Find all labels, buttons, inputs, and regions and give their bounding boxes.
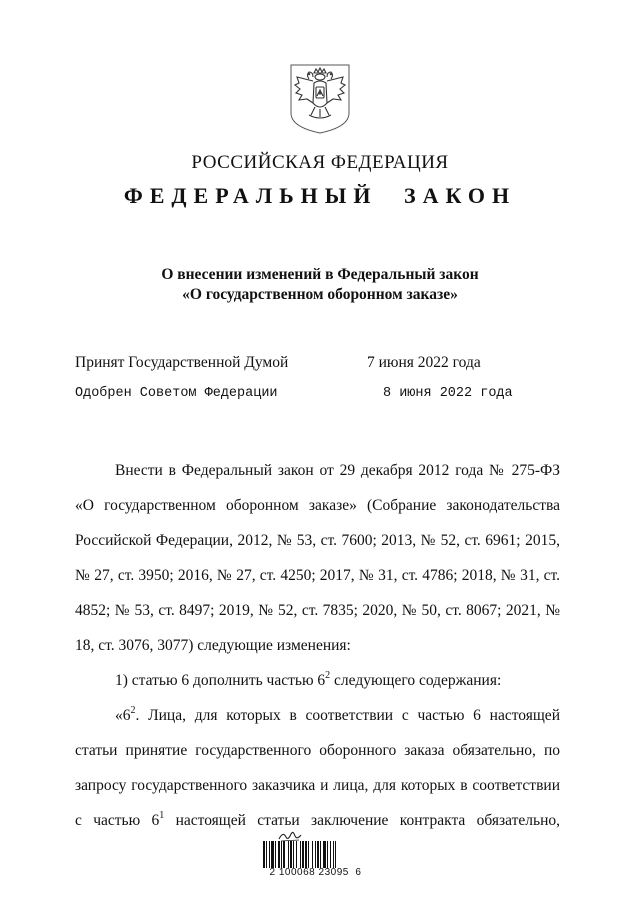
quote-part-superscript: 1 (159, 809, 165, 821)
barcode-icon (263, 841, 366, 868)
quoted-part-paragraph (75, 698, 560, 838)
law-type-heading: ФЕДЕРАЛЬНЫЙ ЗАКОН (123, 183, 517, 208)
coat-of-arms-emblem (289, 63, 351, 135)
barcode-number: 2 100068 23095 6 (269, 867, 362, 878)
quote-text: . Лица, для которых в соответствии с частью 6 настоящей статьи принятие государственного оборонного заказа обязательно, по запросу государственного заказчика и лица, для которых в соответствии с частью 6 (75, 707, 560, 829)
quote-number-superscript: 2 (130, 704, 136, 716)
law-title-line-2: «О государственном оборонном заказе» (182, 286, 458, 303)
law-title (0, 265, 640, 305)
duma-date: 7 июня 2022 года (367, 354, 481, 371)
law-body (75, 453, 560, 838)
duma-label: Принят Государственной Думой (75, 354, 289, 371)
law-title-line-1: О внесении изменений в Федеральный закон (161, 266, 479, 283)
council-date: 8 июня 2022 года (383, 386, 513, 401)
item-1-text-end: следующего содержания: (330, 672, 502, 689)
item-1-text: 1) статью 6 дополнить частью 6 (115, 672, 326, 689)
quote-number: «6 (115, 707, 131, 724)
item-1-superscript: 2 (325, 669, 331, 681)
country-name: РОССИЙСКАЯ ФЕДЕРАЦИЯ (191, 152, 449, 173)
intro-paragraph: Внести в Федеральный закон от 29 декабря 2012 года № 275-ФЗ «О государственном оборонном заказе» (Собрание законодательства Российской Федерации, 2012, № 53, ст. 7600; 2013, № 52, ст. 6961; 2015, № 27, ст. 3950; 2016, № 27, ст. 4250; 2017, № 31, ст. 4786; 2018, № 31, ст. 4852; № 53, ст. 8497; 2019, № 52, ст. 7835; 2020, № 50, ст. 8067; 2021, № 18, ст. 3076, 3077) следующие изменения: (75, 462, 560, 654)
council-label: Одобрен Советом Федерации (75, 386, 278, 401)
quote-text-end: настоящей статьи заключение контракта обязательно, (164, 812, 560, 829)
item-1-paragraph (75, 663, 560, 698)
